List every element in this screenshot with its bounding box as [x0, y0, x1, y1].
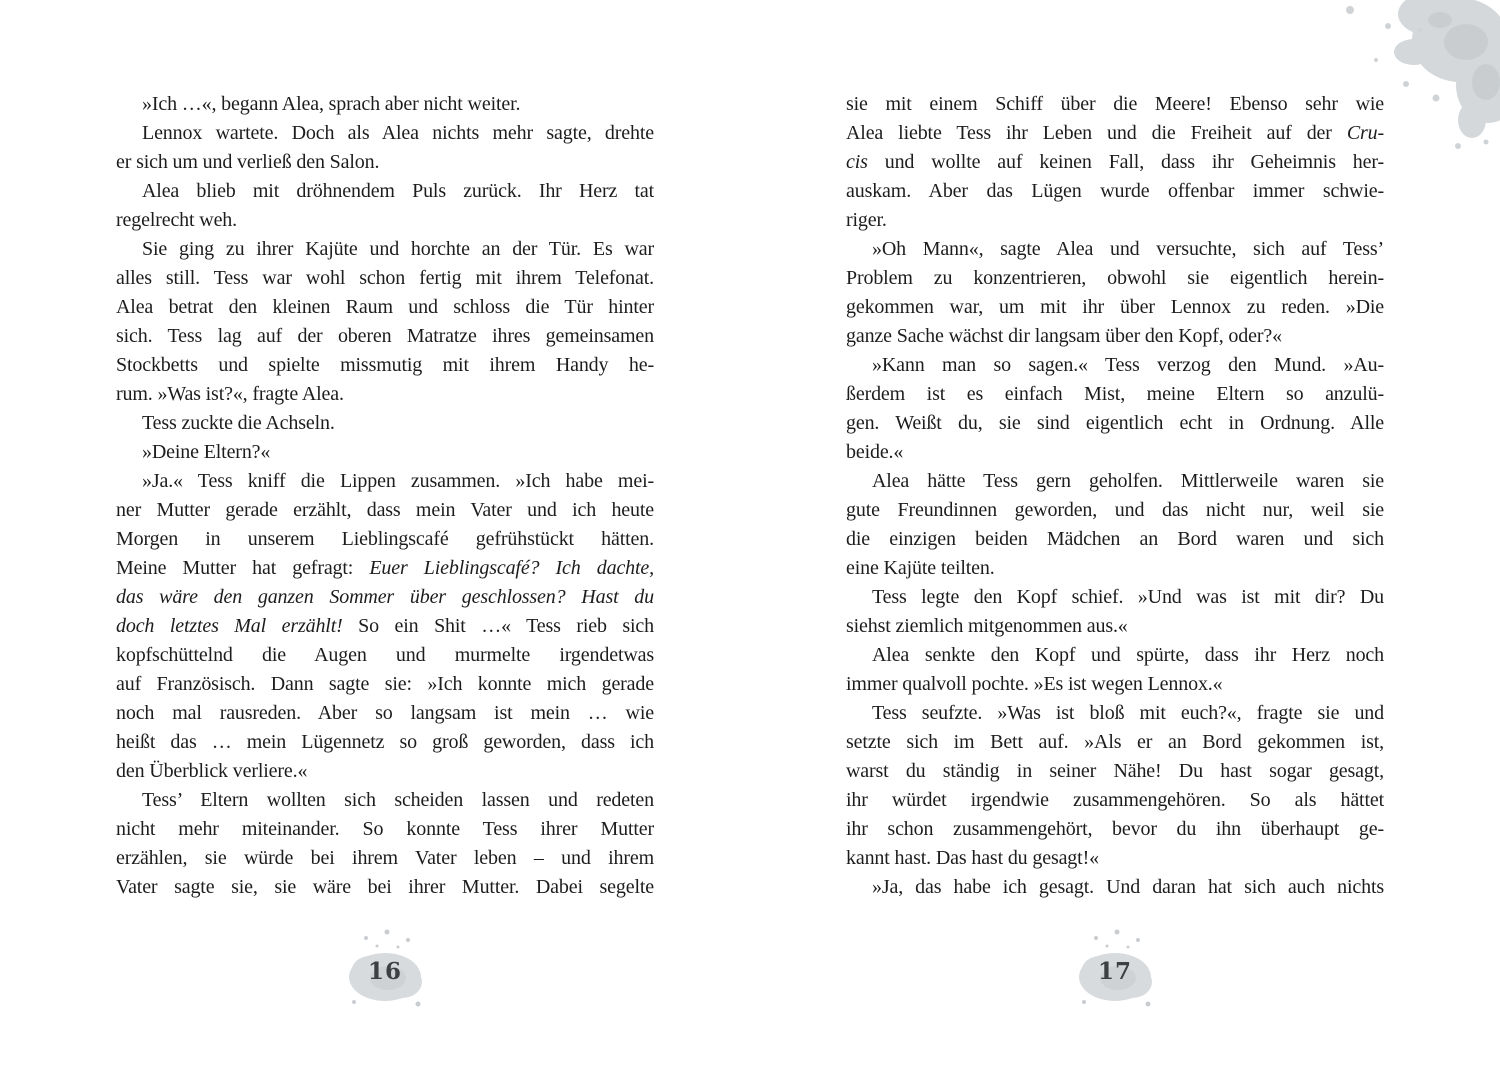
- text-line: kopfschüttelnd die Augen und murmelte irgendetwas: [116, 644, 654, 666]
- text-line: »Ja, das habe ich gesagt. Und daran hat sich auch nichts: [872, 876, 1384, 898]
- text-line: immer qualvoll pochte. »Es ist wegen Lennox.«: [846, 673, 1223, 695]
- text-line: riger.: [846, 209, 887, 231]
- text-line: »Kann man so sagen.« Tess verzog den Mund. »Au-: [872, 354, 1384, 376]
- text-line: ner Mutter gerade erzählt, dass mein Vater und ich heute: [116, 499, 654, 521]
- text-line: setzte sich im Bett auf. »Als er an Bord gekommen ist,: [846, 731, 1384, 753]
- text-line: ihr würdet irgendwie zusammengehören. So als hättet: [846, 789, 1384, 811]
- text-line: Alea liebte Tess ihr Leben und die Freiheit auf der Cru-: [846, 122, 1384, 144]
- text-line: er sich um und verließ den Salon.: [116, 151, 380, 173]
- paragraph: [846, 641, 1384, 699]
- paragraph: [116, 119, 654, 177]
- text-line: sich. Tess lag auf der oberen Matratze ihres gemeinsamen: [116, 325, 654, 347]
- text-line: Alea hätte Tess gern geholfen. Mittlerweile waren sie: [872, 470, 1384, 492]
- text-line: gute Freundinnen geworden, und das nicht nur, weil sie: [846, 499, 1384, 521]
- paragraph: [846, 351, 1384, 467]
- page-right-text: [846, 90, 1384, 902]
- text-line: Tess seufzte. »Was ist bloß mit euch?«, fragte sie und: [872, 702, 1384, 724]
- text-line: erzählen, sie würde bei ihrem Vater leben – und ihrem: [116, 847, 654, 869]
- page-number-block-right: [1060, 922, 1170, 1022]
- text-line: Meine Mutter hat gefragt: Euer Lieblingscafé? Ich dachte,: [116, 557, 654, 579]
- text-line: beide.«: [846, 441, 904, 463]
- paragraph: [846, 235, 1384, 351]
- text-line: siehst ziemlich mitgenommen aus.«: [846, 615, 1128, 637]
- paragraph: [116, 177, 654, 235]
- text-line: nicht mehr miteinander. So konnte Tess ihrer Mutter: [116, 818, 654, 840]
- text-line: Problem zu konzentrieren, obwohl sie eigentlich herein-: [846, 267, 1384, 289]
- text-line: »Ja.« Tess kniff die Lippen zusammen. »Ich habe mei-: [142, 470, 654, 492]
- text-line: »Ich …«, begann Alea, sprach aber nicht weiter.: [142, 93, 521, 115]
- paragraph: [116, 467, 654, 786]
- paragraph: [116, 438, 654, 467]
- paragraph: [846, 467, 1384, 583]
- text-line: »Deine Eltern?«: [142, 441, 271, 463]
- text-line: ganze Sache wächst dir langsam über den Kopf, oder?«: [846, 325, 1282, 347]
- text-line: Alea betrat den kleinen Raum und schloss die Tür hinter: [116, 296, 654, 318]
- text-line: rum. »Was ist?«, fragte Alea.: [116, 383, 344, 405]
- text-line: alles still. Tess war wohl schon fertig mit ihrem Telefonat.: [116, 267, 654, 289]
- text-line: Alea senkte den Kopf und spürte, dass ihr Herz noch: [872, 644, 1384, 666]
- paragraph: [846, 583, 1384, 641]
- text-line: kannt hast. Das hast du gesagt!«: [846, 847, 1099, 869]
- text-line: Morgen in unserem Lieblingscafé gefrühstückt hätten.: [116, 528, 654, 550]
- text-line: doch letztes Mal erzählt! So ein Shit …« Tess rieb sich: [116, 615, 654, 637]
- paragraph: [116, 90, 654, 119]
- paragraph: [116, 786, 654, 902]
- text-line: regelrecht weh.: [116, 209, 238, 231]
- paragraph: [116, 409, 654, 438]
- text-line: heißt das … mein Lügennetz so groß geworden, dass ich: [116, 731, 654, 753]
- paragraph: [846, 90, 1384, 235]
- text-line: Tess zuckte die Achseln.: [142, 412, 335, 434]
- text-line: eine Kajüte teilten.: [846, 557, 995, 579]
- text-line: cis und wollte auf keinen Fall, dass ihr Geheimnis her-: [846, 151, 1384, 173]
- page-number-block-left: [330, 922, 440, 1022]
- text-line: auf Französisch. Dann sagte sie: »Ich konnte mich gerade: [116, 673, 654, 695]
- paragraph: [846, 699, 1384, 873]
- text-line: Vater sagte sie, sie wäre bei ihrer Mutter. Dabei segelte: [116, 876, 654, 898]
- text-line: die einzigen beiden Mädchen an Bord waren und sich: [846, 528, 1384, 550]
- text-line: ihr schon zusammengehört, bevor du ihn überhaupt ge-: [846, 818, 1384, 840]
- text-line: ßerdem ist es einfach Mist, meine Eltern so anzulü-: [846, 383, 1384, 405]
- paragraph: [846, 873, 1384, 902]
- text-line: sie mit einem Schiff über die Meere! Ebenso sehr wie: [846, 93, 1384, 115]
- text-line: den Überblick verliere.«: [116, 760, 308, 782]
- page-number: 17: [1097, 958, 1132, 985]
- text-line: »Oh Mann«, sagte Alea und versuchte, sich auf Tess’: [872, 238, 1384, 260]
- text-line: gekommen war, um mit ihr über Lennox zu reden. »Die: [846, 296, 1384, 318]
- page-number: 16: [367, 958, 402, 985]
- paragraph: [116, 235, 654, 409]
- text-line: Stockbetts und spielte missmutig mit ihrem Handy he-: [116, 354, 654, 376]
- page-left-text: [116, 90, 654, 902]
- text-line: Tess’ Eltern wollten sich scheiden lassen und redeten: [142, 789, 654, 811]
- text-line: noch mal rausreden. Aber so langsam ist mein … wie: [116, 702, 654, 724]
- text-line: Sie ging zu ihrer Kajüte und horchte an der Tür. Es war: [142, 238, 654, 260]
- text-line: das wäre den ganzen Sommer über geschlossen? Hast du: [116, 586, 654, 608]
- text-line: Alea blieb mit dröhnendem Puls zurück. Ihr Herz tat: [142, 180, 654, 202]
- text-line: auskam. Aber das Lügen wurde offenbar immer schwie-: [846, 180, 1384, 202]
- text-line: Tess legte den Kopf schief. »Und was ist mit dir? Du: [872, 586, 1384, 608]
- text-line: warst du ständig in seiner Nähe! Du hast sogar gesagt,: [846, 760, 1384, 782]
- text-line: gen. Weißt du, sie sind eigentlich echt in Ordnung. Alle: [846, 412, 1384, 434]
- text-line: Lennox wartete. Doch als Alea nichts mehr sagte, drehte: [142, 122, 654, 144]
